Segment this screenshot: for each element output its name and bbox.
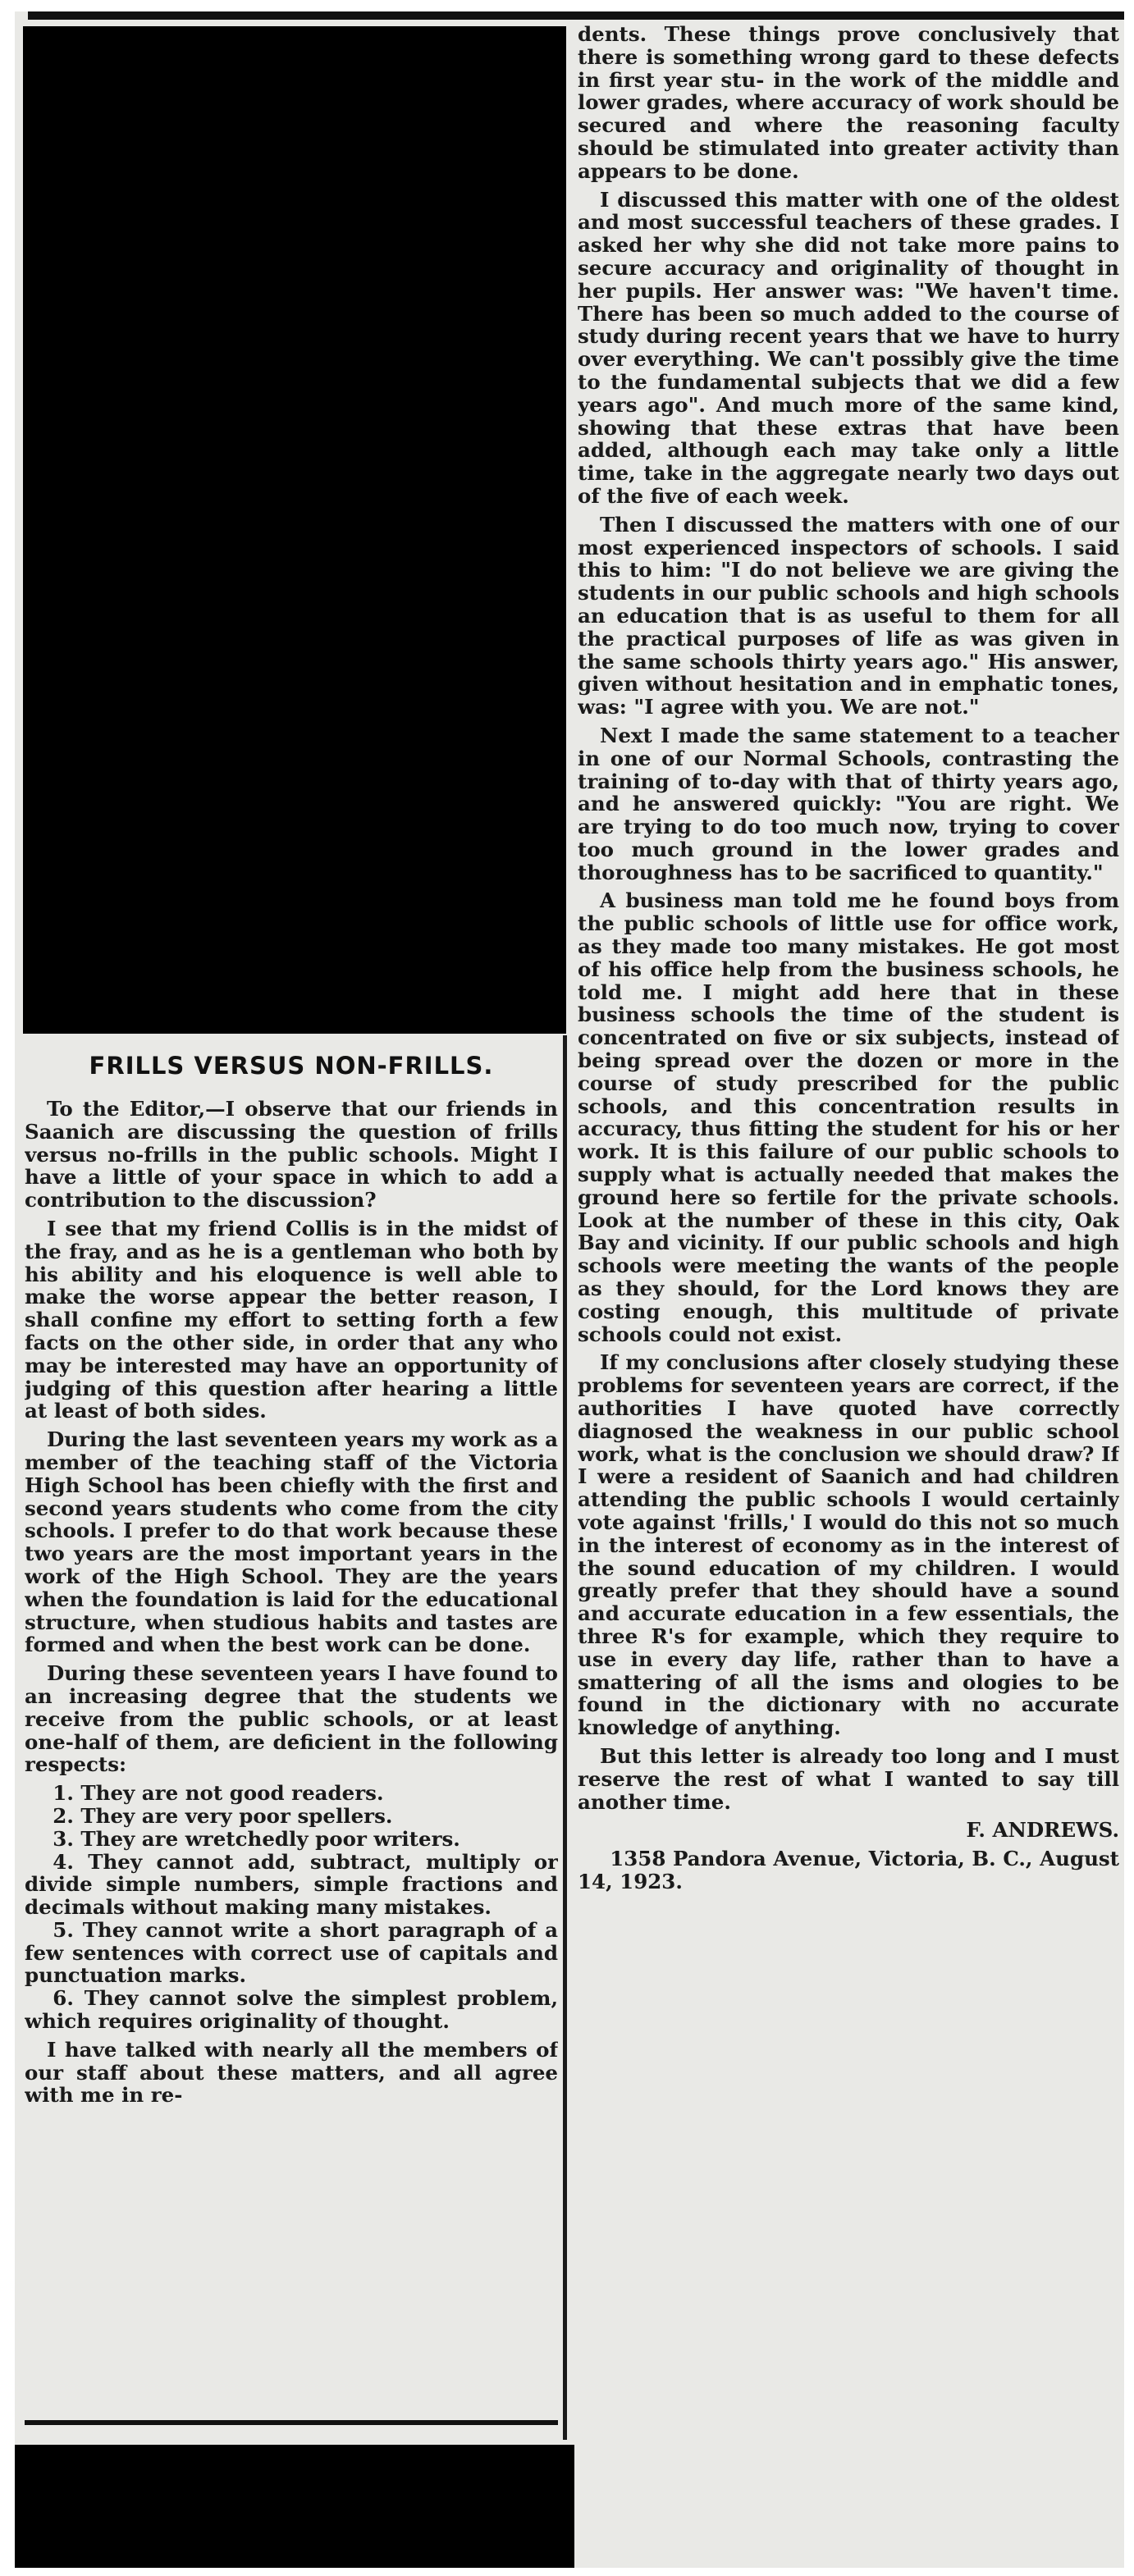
address: 1358 Pandora Avenue, Victoria, B. C., August 14, 1923. xyxy=(578,1847,1119,1893)
paragraph: Next I made the same statement to a teacher in one of our Normal Schools, contrasting the training of to-day with that of thirty years ago, and he answered quickly: "You are right. We are trying to do too much now, trying to cover too much ground in the lower grades and thoroughness has to be sacrificed to quantity." xyxy=(578,723,1119,884)
paragraph: I discussed this matter with one of the oldest and most successful teachers of these grades. I asked her why she did not take more pains to secure accuracy and originality of thought in her pupils. Her answer was: "We haven't time. There has been so much added to the course of study during recent years that we have to hurry over everything. We can't possibly give the time to the fundamental subjects that we did a few years ago". And much more of the same kind, showing that these extras that have been added, although each may take only a little time, take in the aggregate nearly two days out of the five of each week. xyxy=(578,187,1119,508)
list-item: 3. They are wretchedly poor writers. xyxy=(53,1826,460,1851)
paragraph: I see that my friend Collis is in the midst of the fray, and as he is a gentleman who both by his ability and his eloquence is well able to make the worse appear the better reason, I shall confine my effort to setting forth a few facts on the other side, in order that any who may be interested may have an opportunity of judging of this question after hearing a little at least of both sides. xyxy=(25,1216,558,1423)
top-rule xyxy=(28,11,1124,20)
redacted-region-bottom xyxy=(15,2445,574,2568)
paragraph: But this letter is already too long and I must reserve the rest of what I wanted to say till another time. xyxy=(578,1743,1119,1814)
deficiency-list xyxy=(25,1782,558,2033)
right-column xyxy=(578,23,1119,2558)
signature: F. ANDREWS. xyxy=(966,1818,1119,1843)
paragraph: If my conclusions after closely studying these problems for seventeen years are correct, if the authorities I have quoted have correctly diagnosed the weakness in our public school work, what is the conclusion we should draw? If I were a resident of Saanich and had children attending the public schools I would certainly vote against 'frills,' I would do this not so much in the interest of economy as in the interest of the sound education of my children. I would greatly prefer that they should have a sound and accurate education in a few essentials, the three R's for example, which they require to use in every day life, rather than to have a smattering of all the isms and ologies to be found in the dictionary with no accurate knowledge of anything. xyxy=(578,1350,1119,1740)
list-item: 5. They cannot write a short paragraph of a few sentences with correct use of capitals and punctuation marks. xyxy=(25,1917,558,1988)
list-item: 4. They cannot add, subtract, multiply or divide simple numbers, simple fractions and decimals without making many mistakes. xyxy=(25,1849,558,1920)
list-item: 2. They are very poor spellers. xyxy=(53,1803,393,1828)
bottom-rule xyxy=(25,2420,558,2425)
column-rule xyxy=(563,1035,567,2440)
paragraph: During the last seventeen years my work as a member of the teaching staff of the Victoria High School has been chiefly with the first and second years students who come from the city schools. I prefer to do that work because these two years are the most important years in the work of the High School. They are the years when the foundation is laid for the educational structure, when studious habits and tastes are formed and when the best work can be done. xyxy=(25,1427,558,1657)
paragraph: Then I discussed the matters with one of our most experienced inspectors of schools. I said this to him: "I do not believe we are giving the students in our public schools and high schools an education that is as useful to them for all the practical purposes of life as was given in the same schools thirty years ago." His answer, given without hesitation and in emphatic tones, was: "I agree with you. We are not." xyxy=(578,512,1119,719)
paragraph: dents. These things prove conclusively that there is something wrong gard to these defects in first year stu- in the work of the middle and lower grades, where accuracy of work should be secured and where the reasoning faculty should be stimulated into greater activity than appears to be done. xyxy=(578,23,1119,183)
address-block xyxy=(578,1848,1119,1893)
paragraph: I have talked with nearly all the members of our staff about these matters, and all agree with me in re- xyxy=(25,2037,558,2108)
paragraph: To the Editor,—I observe that our friends in Saanich are discussing the question of frills versus no-frills in the public schools. Might I have a little of your space in which to add a contribution to the discussion? xyxy=(25,1097,558,1213)
list-item: 6. They cannot solve the simplest problem, which requires originality of thought. xyxy=(25,1986,558,2034)
paragraph: A business man told me he found boys from the public schools of little use for office work, as they made too many mistakes. He got most of his office help from the business schools, he told me. I might add here that in these business schools the time of the student is concentrated on five or six subjects, instead of being spread over the dozen or more in the course of study prescribed for the public schools, and this concentration results in accuracy, thus fitting the student for his or her work. It is this failure of our public schools to supply what is actually needed that makes the ground here so fertile for the private schools. Look at the number of these in this city, Oak Bay and vicinity. If our public schools and high schools were meeting the wants of the people as they should, for the Lord knows they are costing enough, this multitude of private schools could not exist. xyxy=(578,888,1119,1346)
left-column xyxy=(25,1039,558,2438)
paragraph: During these seventeen years I have found to an increasing degree that the students we receive from the public schools, or at least one-half of them, are deficient in the following respects: xyxy=(25,1661,558,1777)
redacted-region-top xyxy=(23,26,566,1034)
article-heading: FRILLS VERSUS NON-FRILLS. xyxy=(89,1052,494,1080)
list-item: 1. They are not good readers. xyxy=(53,1781,384,1806)
